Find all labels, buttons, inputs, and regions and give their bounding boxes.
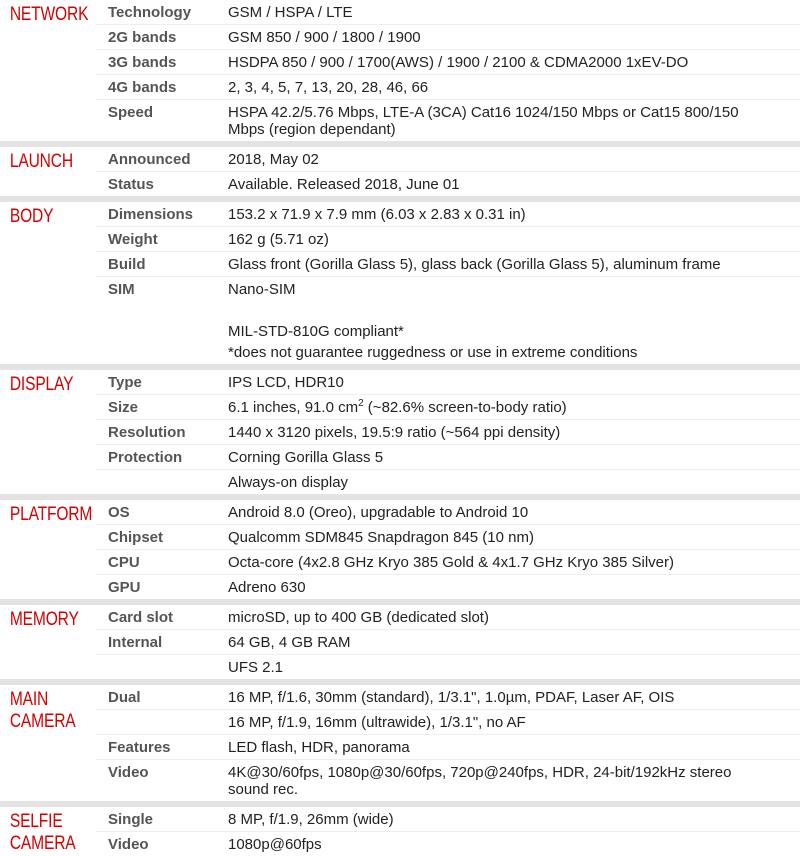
spec-label[interactable]: OS: [108, 504, 130, 521]
spec-label[interactable]: CPU: [108, 554, 140, 571]
section-category-title[interactable]: [0, 202, 79, 364]
spec-label[interactable]: 4G bands: [108, 79, 177, 96]
spec-row: [96, 709, 800, 734]
category-title-line: MEMORY: [9, 609, 79, 630]
spec-row: [96, 444, 800, 469]
spec-row: [96, 24, 800, 49]
spec-label[interactable]: Protection: [108, 449, 183, 466]
category-title-line: PLATFORM: [9, 504, 93, 525]
section-category-title[interactable]: [0, 147, 79, 196]
spec-value-line: MIL-STD-810G compliant*: [228, 323, 404, 340]
spec-label[interactable]: Video: [108, 836, 149, 853]
spec-row: [96, 831, 800, 856]
spec-row: [96, 49, 800, 74]
category-title-line: SELFIE: [9, 811, 63, 832]
spec-row: [96, 759, 800, 801]
spec-row: [96, 574, 800, 599]
spec-value: [218, 252, 800, 276]
spec-value: [218, 575, 800, 599]
category-title-line: BODY: [9, 206, 54, 227]
spec-value-line: 16 MP, f/1.6, 30mm (standard), 1/3.1", 1.0µm, PDAF, Laser AF, OIS: [228, 689, 675, 706]
spec-row: [96, 469, 800, 494]
spec-label[interactable]: Resolution: [108, 424, 186, 441]
spec-label[interactable]: 3G bands: [108, 54, 177, 71]
spec-value-line: 64 GB, 4 GB RAM: [228, 634, 351, 651]
spec-label[interactable]: Internal: [108, 634, 163, 651]
spec-value: [218, 685, 800, 709]
spec-row: [96, 807, 800, 831]
spec-row: [96, 734, 800, 759]
spec-value: [218, 202, 800, 226]
spec-value-line: Corning Gorilla Glass 5: [228, 449, 384, 466]
spec-rows: [96, 370, 800, 494]
spec-value-line: Adreno 630: [228, 579, 306, 596]
spec-label[interactable]: Chipset: [108, 529, 164, 546]
category-title-line: LAUNCH: [9, 151, 73, 172]
spec-label[interactable]: Video: [108, 764, 149, 781]
spec-value: [218, 445, 800, 469]
spec-value: [218, 760, 800, 801]
spec-row: [96, 629, 800, 654]
spec-value-line: 162 g (5.71 oz): [228, 231, 329, 248]
spec-row: [96, 654, 800, 679]
category-title-line: NETWORK: [9, 4, 89, 25]
spec-section-network: [0, 0, 800, 147]
spec-label[interactable]: Size: [108, 399, 139, 416]
spec-row: [96, 99, 800, 141]
spec-label[interactable]: Card slot: [108, 609, 174, 626]
spec-value-line: 4K@30/60fps, 1080p@30/60fps, 720p@240fps, HDR, 24-bit/192kHz stereo sound rec.: [228, 764, 732, 798]
spec-row: [96, 276, 800, 364]
spec-section-platform: [0, 500, 800, 605]
spec-value: [218, 75, 800, 99]
spec-row: [96, 419, 800, 444]
spec-value-line: GSM / HSPA / LTE: [228, 4, 353, 21]
spec-label[interactable]: [96, 710, 218, 734]
spec-value: [218, 630, 800, 654]
spec-row: [96, 74, 800, 99]
spec-label[interactable]: Announced: [108, 151, 191, 168]
spec-label[interactable]: Technology: [108, 4, 192, 21]
spec-label[interactable]: Features: [108, 739, 171, 756]
spec-value: [218, 277, 800, 364]
spec-value: [218, 525, 800, 549]
spec-value: [218, 470, 800, 494]
spec-value-line: [228, 300, 772, 321]
spec-label[interactable]: Type: [108, 374, 142, 391]
spec-label[interactable]: Dual: [108, 689, 141, 706]
spec-value-line: IPS LCD, HDR10: [228, 374, 344, 391]
spec-row: [96, 370, 800, 394]
spec-value-line: LED flash, HDR, panorama: [228, 739, 410, 756]
spec-section-main-camera: [0, 685, 800, 807]
spec-value: [218, 370, 800, 394]
spec-label[interactable]: GPU: [108, 579, 141, 596]
spec-value: [218, 605, 800, 629]
spec-value-line: Qualcomm SDM845 Snapdragon 845 (10 nm): [228, 529, 534, 546]
spec-section-memory: [0, 605, 800, 685]
spec-row: [96, 171, 800, 196]
spec-value: [218, 227, 800, 251]
section-category-title[interactable]: [0, 0, 89, 141]
spec-row: [96, 394, 800, 419]
spec-label[interactable]: Build: [108, 256, 146, 273]
spec-label[interactable]: 2G bands: [108, 29, 177, 46]
spec-label[interactable]: Single: [108, 811, 154, 828]
spec-row: [96, 685, 800, 709]
spec-value: [218, 25, 800, 49]
spec-value: [218, 735, 800, 759]
spec-label[interactable]: Status: [108, 176, 154, 193]
spec-row: [96, 524, 800, 549]
spec-value: [218, 550, 800, 574]
spec-value-line: 1080p@60fps: [228, 836, 322, 853]
category-title-line: CAMERA: [9, 833, 76, 854]
spec-row: [96, 549, 800, 574]
spec-value-line: 8 MP, f/1.9, 26mm (wide): [228, 811, 394, 828]
spec-value: [218, 500, 800, 524]
spec-row: [96, 147, 800, 171]
spec-rows: [96, 685, 800, 801]
spec-value-line: Nano-SIM: [228, 281, 296, 298]
spec-rows: [96, 202, 800, 364]
spec-value-line: 2, 3, 4, 5, 7, 13, 20, 28, 46, 66: [228, 79, 429, 96]
spec-rows: [96, 147, 800, 196]
spec-value: [218, 710, 800, 734]
spec-value: [218, 832, 800, 856]
category-title-line: DISPLAY: [9, 374, 74, 395]
spec-value-line: Glass front (Gorilla Glass 5), glass back (Gorilla Glass 5), aluminum frame: [228, 256, 721, 273]
spec-rows: [96, 605, 800, 679]
spec-value-line: 2018, May 02: [228, 151, 319, 168]
spec-value-line: 1440 x 3120 pixels, 19.5:9 ratio (~564 ppi density): [228, 424, 561, 441]
spec-row: [96, 226, 800, 251]
spec-section-display: [0, 370, 800, 500]
spec-rows: [96, 0, 800, 141]
category-title-line: CAMERA: [9, 711, 76, 732]
spec-label[interactable]: Speed: [108, 104, 154, 121]
spec-row: [96, 0, 800, 24]
section-category-title[interactable]: [0, 605, 79, 679]
spec-row: [96, 500, 800, 524]
spec-value-line: GSM 850 / 900 / 1800 / 1900: [228, 29, 421, 46]
section-category-title[interactable]: [0, 685, 79, 801]
spec-value-line: 153.2 x 71.9 x 7.9 mm (6.03 x 2.83 x 0.31 in): [228, 206, 526, 223]
spec-value-line: HSDPA 850 / 900 / 1700(AWS) / 1900 / 2100 & CDMA2000 1xEV-DO: [228, 54, 689, 71]
spec-value-line: Android 8.0 (Oreo), upgradable to Android 10: [228, 504, 529, 521]
spec-label[interactable]: [96, 470, 218, 494]
spec-label[interactable]: [96, 655, 218, 679]
spec-label[interactable]: Dimensions: [108, 206, 194, 223]
spec-value-line: Octa-core (4x2.8 GHz Kryo 385 Gold & 4x1.7 GHz Kryo 385 Silver): [228, 554, 675, 571]
spec-value: [218, 172, 800, 196]
spec-value-line: microSD, up to 400 GB (dedicated slot): [228, 609, 489, 626]
spec-row: [96, 251, 800, 276]
section-category-title[interactable]: [0, 807, 79, 856]
spec-section-body: [0, 202, 800, 370]
spec-value-line: UFS 2.1: [228, 659, 284, 676]
spec-value: [218, 807, 800, 831]
spec-value-line: HSPA 42.2/5.76 Mbps, LTE-A (3CA) Cat16 1024/150 Mbps or Cat15 800/150 Mbps (region dependant): [228, 104, 739, 138]
spec-value: [218, 0, 800, 24]
spec-value: [218, 50, 800, 74]
spec-row: [96, 202, 800, 226]
category-title-line: MAIN: [9, 689, 49, 710]
spec-rows: [96, 807, 800, 856]
spec-rows: [96, 500, 800, 599]
spec-value: [218, 655, 800, 679]
spec-value: [218, 420, 800, 444]
spec-value-line: *does not guarantee ruggedness or use in extreme conditions: [228, 344, 638, 361]
spec-label[interactable]: Weight: [108, 231, 158, 248]
spec-value-line: Always-on display: [228, 474, 349, 491]
spec-value: [218, 100, 800, 141]
section-category-title[interactable]: [0, 370, 79, 494]
spec-value-line: Available. Released 2018, June 01: [228, 176, 460, 193]
spec-value: [218, 147, 800, 171]
spec-row: [96, 605, 800, 629]
spec-section-launch: [0, 147, 800, 202]
spec-value-line: 16 MP, f/1.9, 16mm (ultrawide), 1/3.1", no AF: [228, 714, 526, 731]
section-category-title[interactable]: [0, 500, 93, 599]
spec-section-selfie-camera: [0, 807, 800, 856]
spec-value: [218, 395, 800, 419]
spec-label[interactable]: SIM: [108, 281, 135, 298]
spec-value-line: 6.1 inches, 91.0 $cm^2$ (~82.6% screen-to-body ratio): [228, 398, 567, 416]
